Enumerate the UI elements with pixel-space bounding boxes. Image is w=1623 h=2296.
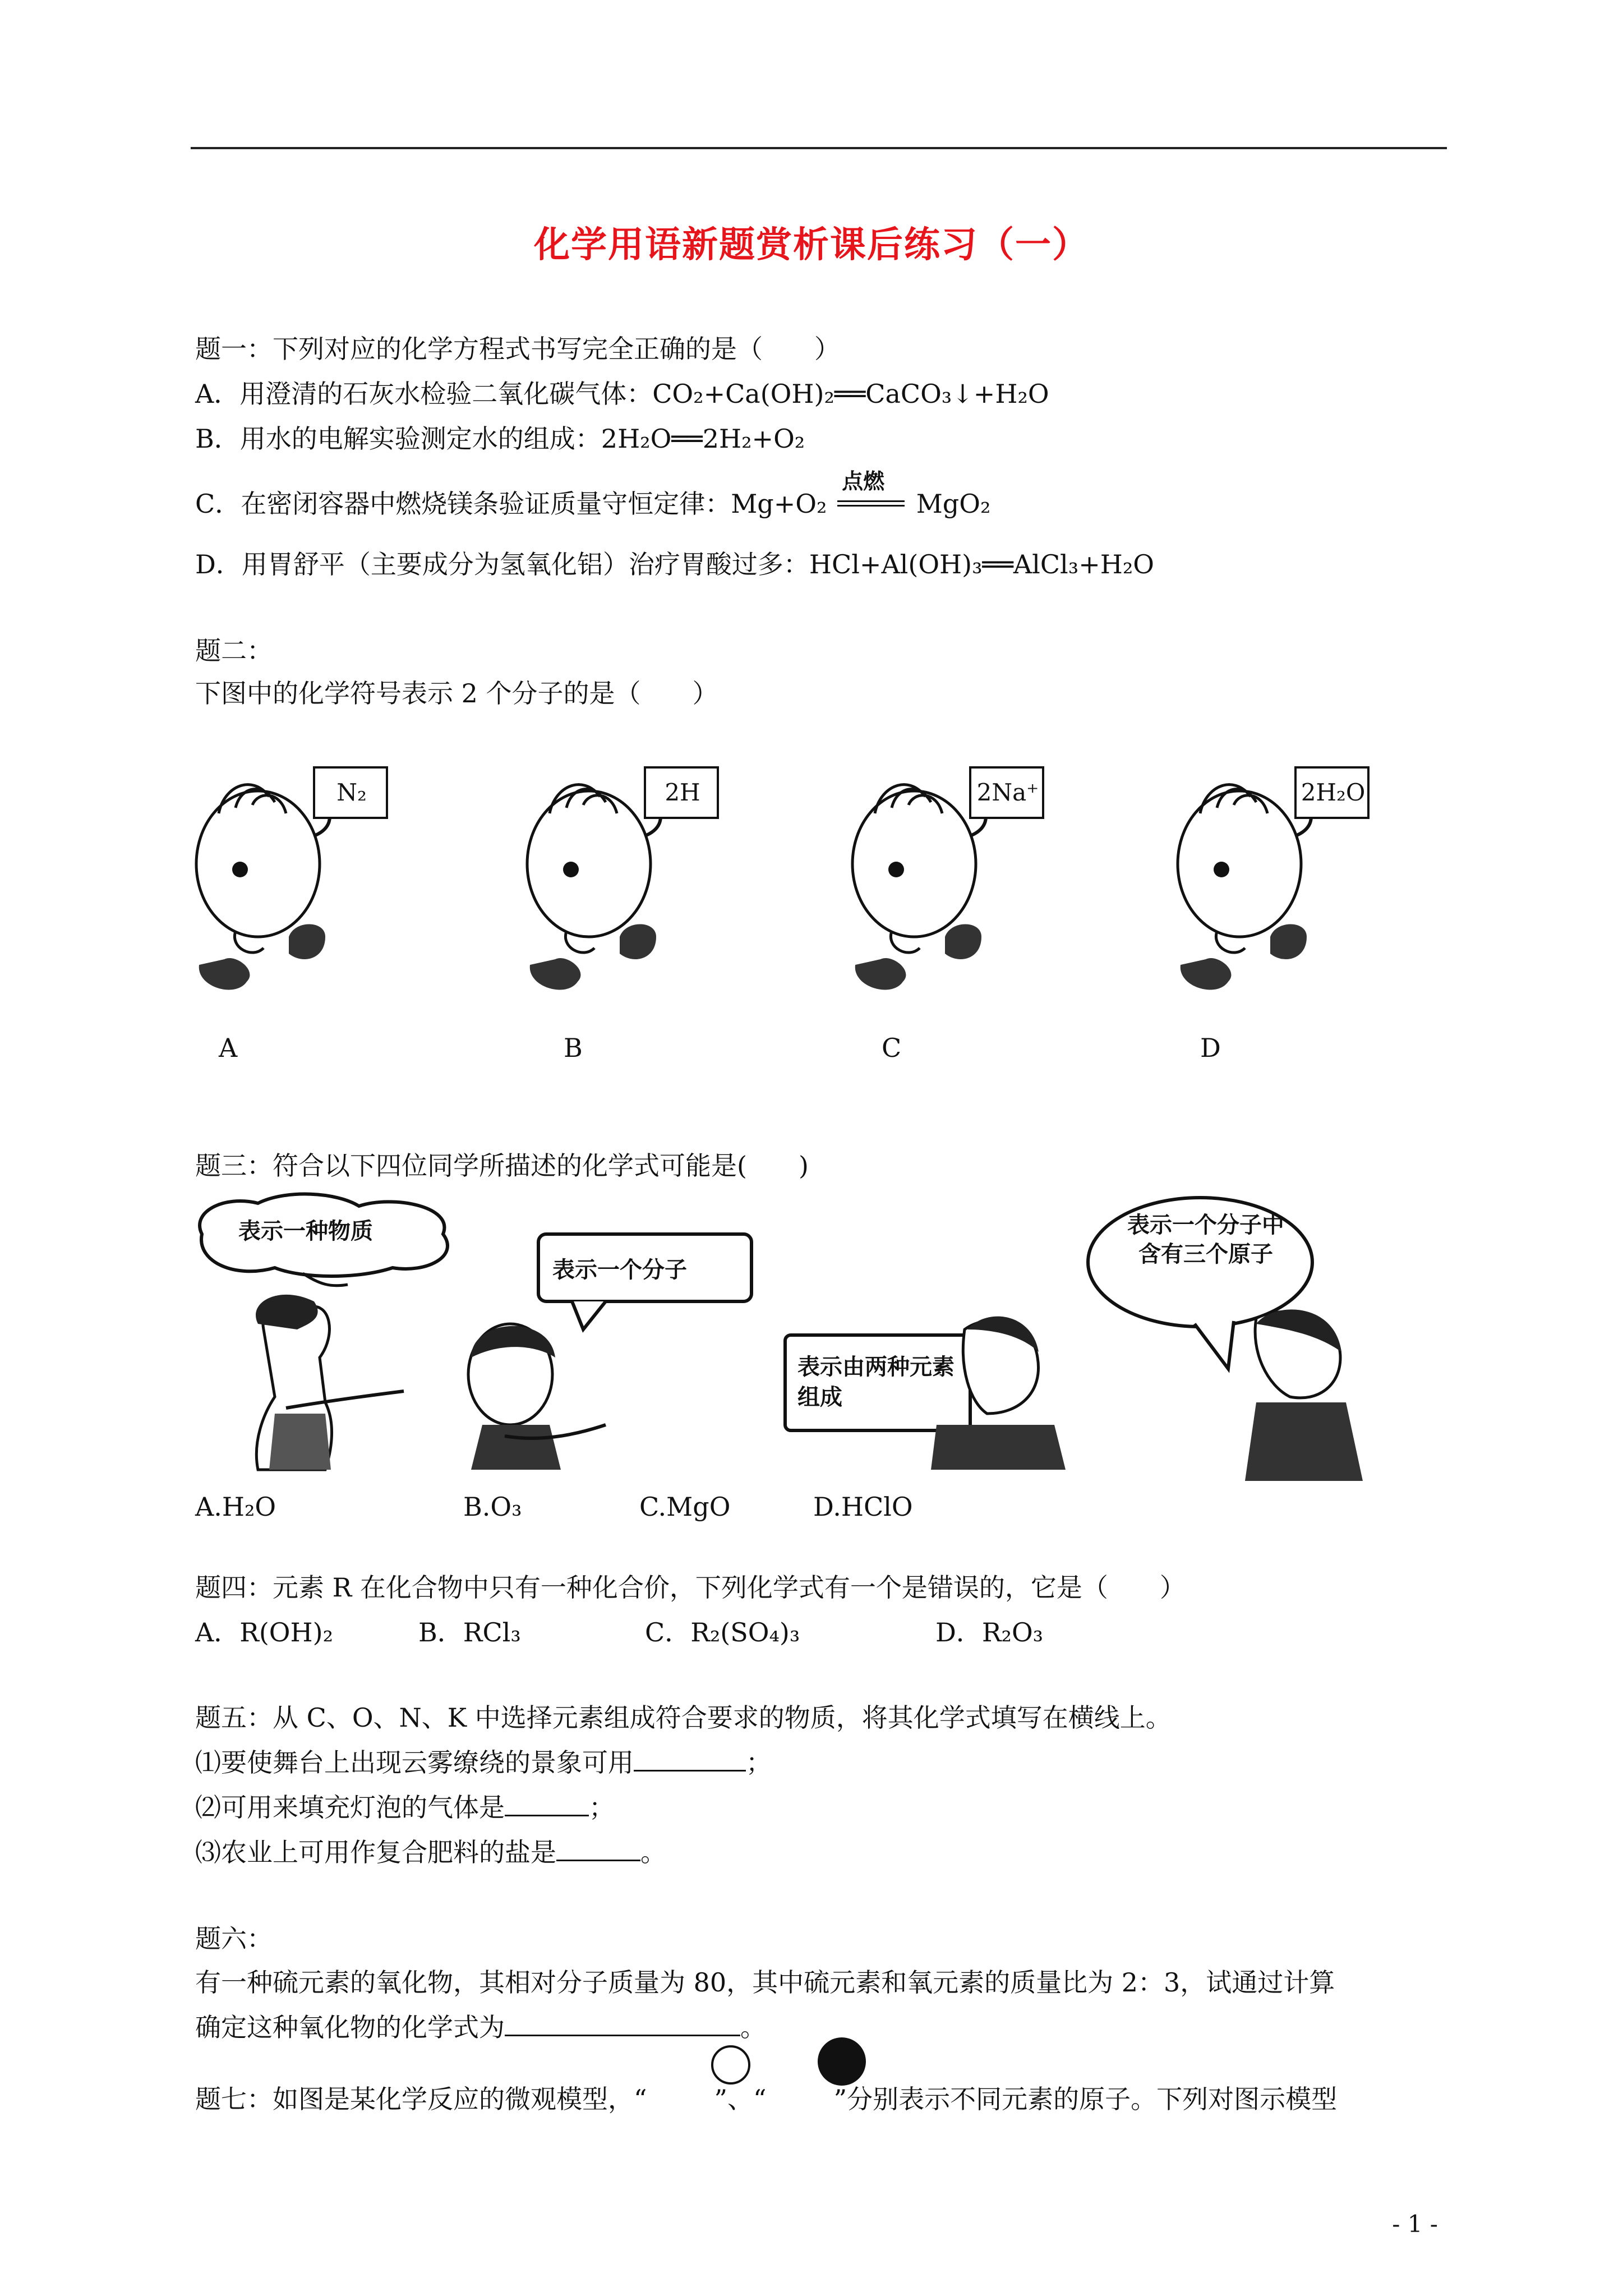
figure-d <box>1155 752 1391 1010</box>
bubble-two-elements: 表示由两种元素组成 <box>797 1354 955 1410</box>
figure-label-c: C <box>882 1033 902 1063</box>
q3-option-a: A.H₂O <box>195 1492 276 1522</box>
sign-text: 2H₂O <box>1301 779 1366 806</box>
white-atom-icon <box>711 2045 750 2085</box>
q4-option-c: C．R₂(SO₄)₃ <box>645 1617 800 1648</box>
page-number: - 1 - <box>1392 2210 1438 2238</box>
sign-text: 2Na⁺ <box>976 779 1039 806</box>
q3-option-d: D.HClO <box>813 1492 913 1522</box>
q5-item-1: ⑴要使舞台上出现云雾缭绕的景象可用 ； <box>195 1747 772 1778</box>
page-title: 化学用语新题赏析课后练习（一） <box>534 224 1089 266</box>
q1-option-c <box>195 469 991 521</box>
q1-option-d: D．用胃舒平（主要成分为氢氧化铝）治疗胃酸过多：HCl+Al(OH)₃══AlCl₃+H₂O <box>195 549 1155 579</box>
answer-blank-1[interactable] <box>634 1747 746 1772</box>
bubble-three-atoms: 表示一个分子中含有三个原子 <box>1127 1212 1284 1267</box>
q2-head: 题二： <box>195 636 273 666</box>
bubble-one-substance: 表示一种物质 <box>238 1218 373 1244</box>
figure-label-a: A <box>219 1033 238 1063</box>
sign-text: N₂ <box>336 779 367 806</box>
q4-option-b: B．RCl₃ <box>418 1617 521 1648</box>
q3-option-c: C.MgO <box>639 1492 731 1522</box>
sign-text: 2H <box>665 779 700 806</box>
q4-option-d: D．R₂O₃ <box>935 1617 1044 1648</box>
answer-blank-2[interactable] <box>505 1792 589 1816</box>
figure-a <box>174 752 409 1010</box>
q1-option-c-suffix: MgO₂ <box>916 489 991 519</box>
q3-illustration <box>191 1189 1458 1481</box>
q6-line2: 确定这种氧化物的化学式为 。 <box>195 2012 766 2042</box>
q3-stem: 题三：符合以下四位同学所描述的化学式可能是( ) <box>195 1151 809 1181</box>
q7-stem: 题七：如图是某化学反应的微观模型，“ ”、“ ”分别表示不同元素的原子。下列对图示模型 <box>195 2084 1338 2114</box>
q5-item-2: ⑵可用来填充灯泡的气体是 ； <box>195 1792 615 1823</box>
q3-option-b: B.O₃ <box>463 1492 522 1522</box>
figure-c <box>830 752 1066 1010</box>
header-rule <box>191 147 1447 149</box>
q6-head: 题六： <box>195 1924 273 1954</box>
condition-ignite: 点燃 <box>842 469 885 494</box>
figure-b <box>505 752 740 1010</box>
figure-label-d: D <box>1200 1033 1221 1063</box>
q1-stem: 题一：下列对应的化学方程式书写完全正确的是（ ） <box>195 334 840 364</box>
q1-option-a: A．用澄清的石灰水检验二氧化碳气体：CO₂+Ca(OH)₂══CaCO₃↓+H₂O <box>195 379 1049 409</box>
answer-blank-formula[interactable] <box>505 2012 740 2036</box>
q5-stem: 题五：从 C、O、N、K 中选择元素组成符合要求的物质，将其化学式填写在横线上。 <box>195 1703 1172 1733</box>
reaction-condition <box>835 469 908 521</box>
q6-line1: 有一种硫元素的氧化物，其相对分子质量为 80，其中硫元素和氧元素的质量比为 2：3，试通过计算 <box>195 1967 1335 1998</box>
q4-option-a: A．R(OH)₂ <box>195 1617 334 1648</box>
bubble-one-molecule: 表示一个分子 <box>552 1257 687 1283</box>
q2-stem: 下图中的化学符号表示 2 个分子的是（ ） <box>195 678 718 708</box>
answer-blank-3[interactable] <box>556 1837 640 1861</box>
q1-option-b: B．用水的电解实验测定水的组成：2H₂O══2H₂+O₂ <box>195 424 805 454</box>
q4-stem: 题四：元素 R 在化合物中只有一种化合价，下列化学式有一个是错误的，它是（ ） <box>195 1572 1186 1603</box>
black-atom-icon <box>818 2037 866 2086</box>
figure-label-b: B <box>564 1033 583 1063</box>
q5-item-3: ⑶农业上可用作复合肥料的盐是 。 <box>195 1837 666 1867</box>
q1-option-c-prefix: C．在密闭容器中燃烧镁条验证质量守恒定律：Mg+O₂ <box>195 489 827 519</box>
